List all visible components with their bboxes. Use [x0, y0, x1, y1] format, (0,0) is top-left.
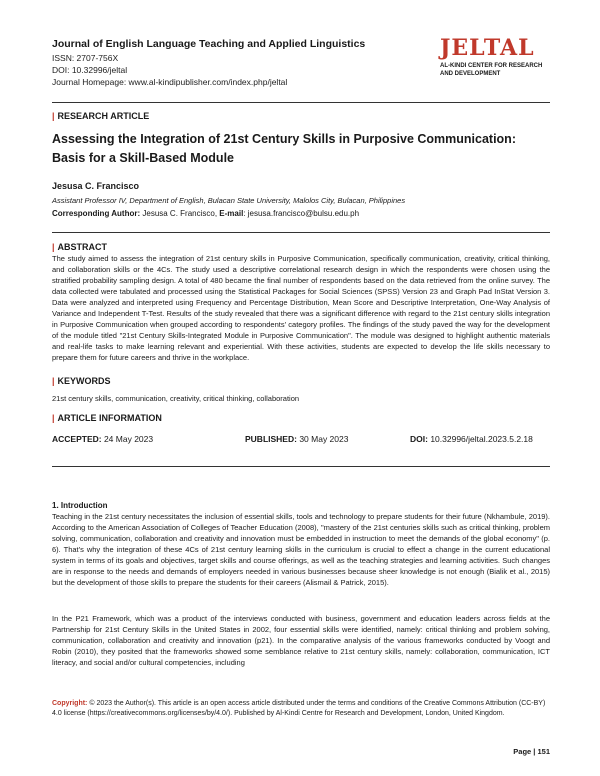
- section-bar-icon: |: [52, 413, 55, 423]
- keywords-heading: | KEYWORDS: [52, 376, 111, 386]
- logo-sub-1: AL-KINDI CENTER FOR RESEARCH: [440, 63, 543, 69]
- article-type: | RESEARCH ARTICLE: [52, 111, 150, 121]
- author-name: Jesusa C. Francisco: [52, 181, 140, 191]
- section-bar-icon: |: [52, 376, 55, 386]
- article-title: Assessing the Integration of 21st Century Skills in Purposive Communication: Basis for a Skill-Based Module: [52, 132, 516, 165]
- abstract-heading: | ABSTRACT: [52, 242, 108, 252]
- keywords-text: 21st century skills, communication, creativity, critical thinking, collaboration: [52, 394, 300, 403]
- abstract-divider: [52, 232, 550, 233]
- intro-paragraph-2: In the P21 Framework, which was a product of the interviews conducted with business, government and education leaders across fields at the Partnership for 21st Century Skills in the United States in 2002, four essential skills were identified, namely: critical thinking and problem solving, communication, collaboration and creativity and innovation (p21). In the comparative analysis of the various frameworks conducted by Voogt and Robin (2010), they posited that the frameworks showed some semblance relative to 21st century skills, namely: collaboration, communication, ICT literacy, and social and/or cultural competencies, including: [52, 614, 550, 667]
- corresponding-author: Corresponding Author: Jesusa C. Francisco, E-mail: jesusa.francisco@bulsu.edu.ph: [52, 209, 360, 218]
- article-info-heading: | ARTICLE INFORMATION: [52, 413, 162, 423]
- author-affiliation: Assistant Professor IV, Department of English, Bulacan State University, Malolos City, Bulacan, Philippines: [52, 196, 406, 205]
- section-bar-icon: |: [52, 111, 55, 121]
- article-doi[interactable]: DOI: 10.32996/jeltal.2023.5.2.18: [410, 434, 533, 444]
- section-bar-icon: |: [52, 242, 55, 252]
- intro-heading: 1. Introduction: [52, 501, 108, 510]
- accepted-date: ACCEPTED: 24 May 2023: [52, 434, 154, 444]
- header-divider: [52, 102, 550, 103]
- published-date: PUBLISHED: 30 May 2023: [245, 434, 349, 444]
- author-email[interactable]: : jesusa.francisco@bulsu.edu.ph: [243, 209, 360, 218]
- copyright-footer: Copyright: © 2023 the Author(s). This article is an open access article distributed under the terms and conditions of the Creative Commons Attribution (CC-BY) 4.0 license (https://creativecommons.org/licenses/by/4.0/). Published by Al-Kindi Centre for Research and Development, London, United Kingdom.: [52, 700, 546, 717]
- journal-homepage[interactable]: Journal Homepage: www.al-kindipublisher.com/index.php/jeltal: [52, 77, 288, 87]
- journal-logo: [440, 36, 570, 78]
- logo-title: JELTAL: [440, 35, 535, 61]
- journal-doi: DOI: 10.32996/jeltal: [52, 65, 128, 75]
- journal-issn: ISSN: 2707-756X: [52, 53, 119, 63]
- logo-sub-2: AND DEVELOPMENT: [440, 71, 501, 77]
- intro-paragraph-1: Teaching in the 21st century necessitates the inclusion of essential skills, tools and technology to prepare students for their future (Nkhambule, 2019). According to the American Association of Colleges of Teacher Education (2008), "mastery of the 21st centuries skills such as critical thinking, problem solving, communication, collaboration and creativity and innovation must be embedded in instruction to meet the demands of the global economy" (p. 6). That's why the integration of these 4Cs of 21st century learning skills in the curriculum is crucial to effect a change in the current educational system in terms of its goals and objectives, target skills and course offerings, as well as the teaching strategies and learning activities. Such changes are in response to the needs and demands of employers needed in various businesses because sheer knowledge is not enough (Bialik et al., 2015) but the development of those skills to prepare the students for their careers (Alismail & Patrick, 2015).: [52, 512, 550, 587]
- abstract-text: The study aimed to assess the integration of 21st century skills in Purposive Communication, specifically communication, creativity, critical thinking, and collaboration skills or the 4Cs. The study used a descriptive correlational research design in which the respondents were chosen using the stratified probability sampling design. A total of 480 became the final number of respondents based on the data retrieved from the online survey. The data collected were tabulated and processed using the Statistical Packages for Social Sciences (SPSS) Version 23 and Graph Pad InStat Version 3. Data were analyzed and interpreted using Frequency and Percentage Distribution, Mean Score and Descriptive Interpretation, One-Way Analysis of Variance and Independent T-Test. Results of the study revealed that there was a significant difference with regard to the 21st century skills integration in Purposive Communication when grouped according to respondents' category profiles. The findings of the study paved the way for the development of the module titled "21st Century Skills-Integrated Module in Purposive Communication". The module was designed to highlight authentic materials and real-life tasks to make learning relevant and experiential. With these activities, students are expected to develop the life skills necessary to prepare them for future careers and thrive in the workplace.: [52, 254, 550, 362]
- info-divider: [52, 466, 550, 467]
- page-number: Page | 151: [513, 747, 550, 756]
- journal-title: Journal of English Language Teaching and Applied Linguistics: [52, 38, 366, 50]
